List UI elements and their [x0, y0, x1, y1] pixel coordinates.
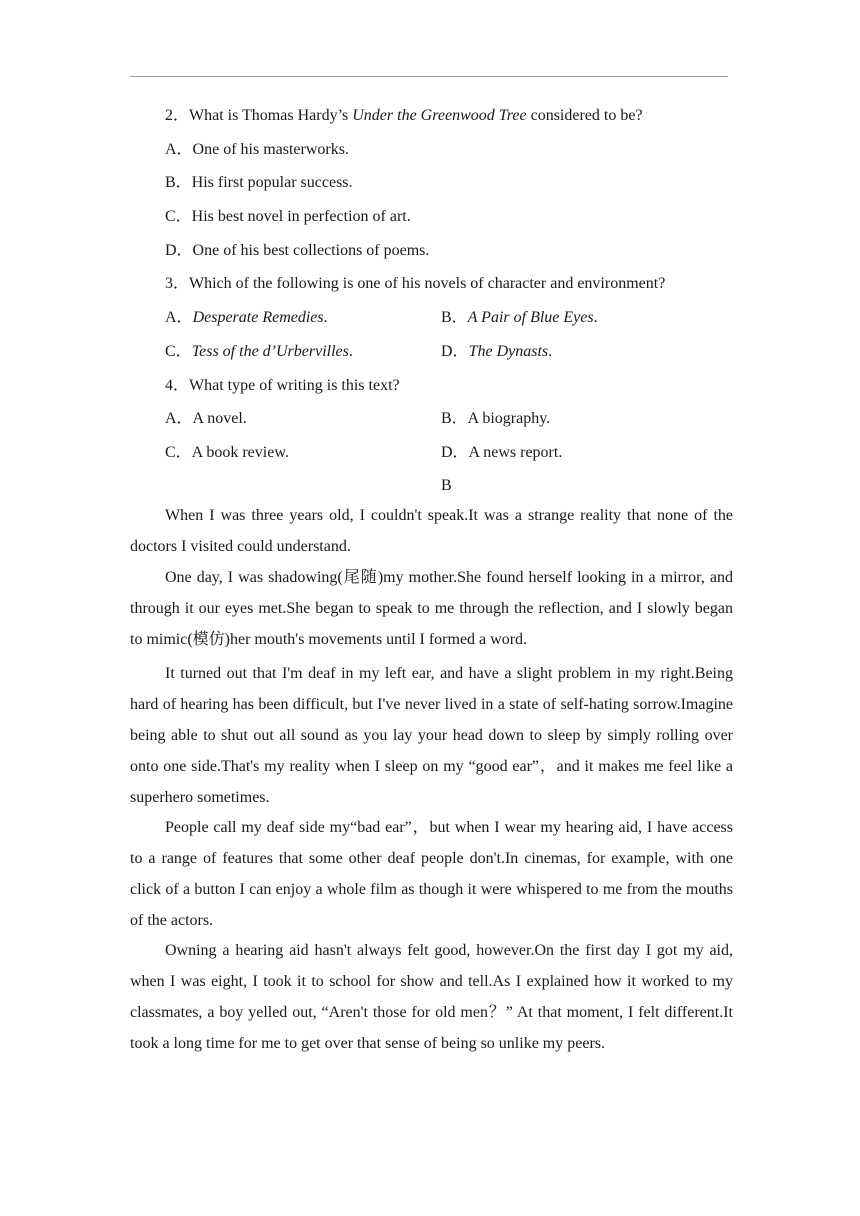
- q2-option-c: C．His best novel in perfection of art.: [165, 208, 411, 225]
- q3-option-c: [165, 341, 353, 363]
- passage-paragraph: It turned out that I'm deaf in my left ear, and have a slight problem in my right.Being hard of hearing has been difficult, but I've never lived in a state of self-hating sorrow.Imagine being able to shut out all sound as you lay your head down to sleep by simply rolling over onto one side.That's my reality when I sleep on my “good ear”，and it makes me feel like a superhero sometimes.: [130, 665, 733, 806]
- q4-option-b: B．A biography.: [441, 410, 551, 427]
- q3-c-title: Tess of the d’Urbervilles: [191, 343, 349, 360]
- question-2-stem: [165, 105, 643, 127]
- question-4-stem: 4．What type of writing is this text?: [165, 377, 400, 394]
- q3-d-label: D．: [441, 343, 469, 360]
- question-3-stem: 3．Which of the following is one of his novels of character and environment?: [165, 275, 666, 292]
- q3-a-end: .: [323, 309, 328, 326]
- passage-paragraph: When I was three years old, I couldn't speak.It was a strange reality that none of the doctors I visited could understand.: [130, 507, 733, 555]
- q4-option-a: A．A novel.: [165, 410, 247, 427]
- passage-paragraph: Owning a hearing aid hasn't always felt good, however.On the first day I got my aid, when I was eight, I took it to school for show and tell.As I explained how it worked to my classmates, a boy yelled out, “Aren't those for old men？” At that moment, I felt different.It took a long time for me to get over that sense of being so unlike my peers.: [130, 942, 733, 1052]
- q2-book-title: Under the Greenwood Tree: [352, 107, 527, 124]
- q3-a-title: Desperate Remedies: [192, 309, 324, 326]
- header-rule: [130, 76, 728, 77]
- q3-a-label: A．: [165, 309, 193, 326]
- q2-stem-end: considered to be?: [526, 107, 643, 124]
- q3-c-end: .: [348, 343, 353, 360]
- q3-d-title: The Dynasts: [468, 343, 549, 360]
- q3-b-title: A Pair of Blue Eyes: [467, 309, 594, 326]
- q2-option-d: D．One of his best collections of poems.: [165, 242, 430, 259]
- q3-b-label: B．: [441, 309, 468, 326]
- q2-stem-text: 2．What is Thomas Hardy’s: [165, 107, 353, 124]
- q3-option-d: [441, 341, 552, 363]
- q4-option-d: D．A news report.: [441, 444, 563, 461]
- q3-b-end: .: [593, 309, 598, 326]
- q2-option-b: B．His first popular success.: [165, 174, 353, 191]
- q3-c-label: C．: [165, 343, 192, 360]
- q3-option-b: [441, 307, 598, 329]
- passage-paragraph: One day, I was shadowing(尾随)my mother.She found herself looking in a mirror, and through it our eyes met.She began to speak to me through the reflection, and I slowly began to mimic(模仿)her mouth's movements until I formed a word.: [130, 569, 733, 648]
- q2-option-a: A．One of his masterworks.: [165, 141, 349, 158]
- section-label: B: [441, 477, 452, 494]
- q4-option-c: C．A book review.: [165, 444, 289, 461]
- q3-d-end: .: [548, 343, 553, 360]
- passage-paragraph: People call my deaf side my“bad ear”，but when I wear my hearing aid, I have access to a range of features that some other deaf people don't.In cinemas, for example, with one click of a button I can enjoy a whole film as though it were whispered to me from the mouths of the actors.: [130, 819, 733, 929]
- q3-option-a: [165, 307, 328, 329]
